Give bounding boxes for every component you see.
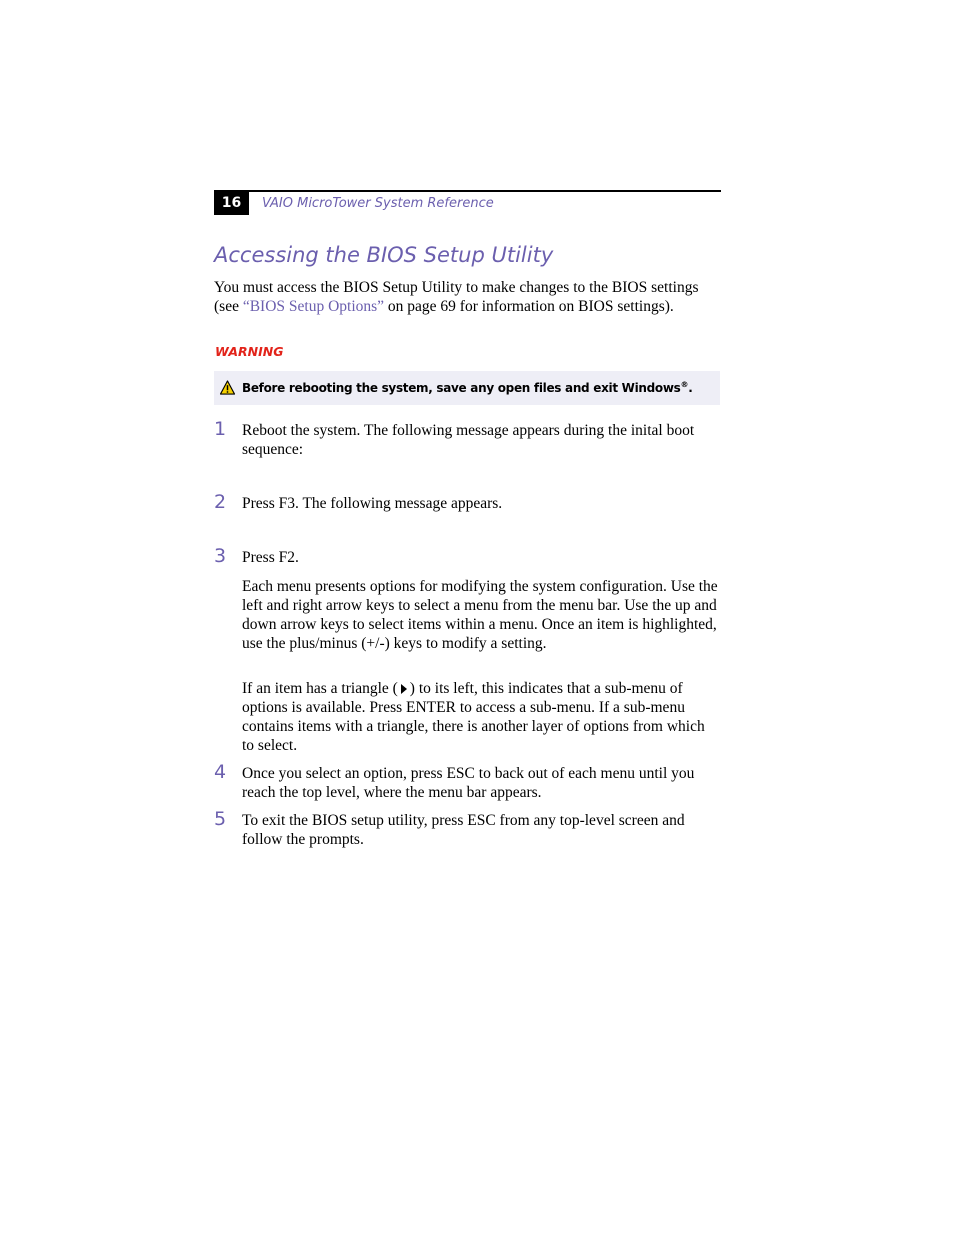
warning-label: WARNING: [215, 344, 284, 359]
step-number-4: 4: [214, 761, 227, 783]
page-number: 16: [214, 192, 249, 215]
section-title: Accessing the BIOS Setup Utility: [214, 243, 554, 267]
intro-text-after: on page 69 for information on BIOS settings).: [384, 298, 674, 315]
bios-setup-options-link[interactable]: “BIOS Setup Options”: [242, 298, 385, 315]
step-3-text: Press F2.: [242, 549, 299, 566]
warning-message: Before rebooting the system, save any open files and exit Windows: [242, 381, 681, 395]
step-number-2: 2: [214, 491, 227, 513]
step-3-detail-paragraph-2: [242, 679, 720, 755]
intro-paragraph: [214, 278, 720, 316]
para2-text-after: ) to its left, this indicates that a sub-menu of options is available. Press ENTER to access a sub-menu. If a sub-menu contains items with a triangle, there is another layer of options from which to select.: [242, 680, 705, 754]
step-4-text: Once you select an option, press ESC to back out of each menu until you reach the top level, where the menu bar appears.: [242, 765, 695, 801]
page-header: [214, 190, 721, 216]
running-title: VAIO MicroTower System Reference: [262, 196, 494, 211]
step-1-text: Reboot the system. The following message appears during the inital boot sequence:: [242, 422, 695, 458]
warning-end: .: [688, 381, 693, 395]
step-number-1: 1: [214, 418, 227, 440]
step-5-text: To exit the BIOS setup utility, press ESC from any top-level screen and follow the prompts.: [242, 812, 685, 848]
step-2-text: Press F3. The following message appears.: [242, 495, 503, 512]
warning-box: [214, 371, 720, 405]
warning-triangle-icon: [220, 380, 235, 395]
para2-text-before: If an item has a triangle (: [242, 680, 398, 697]
step-3-detail-paragraph-1: Each menu presents options for modifying the system configuration. Use the left and right arrow keys to select a menu from the menu bar. Use the up and down arrow keys to select items within a menu. Once an item is highlighted, use the plus/minus (+/-) keys to modify a setting.: [242, 578, 718, 652]
registered-mark: ®: [680, 380, 689, 389]
step-number-5: 5: [214, 808, 227, 830]
warning-text: [242, 380, 692, 395]
triangle-right-icon: [401, 684, 407, 694]
step-number-3: 3: [214, 545, 227, 567]
intro-text-before: You must access the BIOS Setup Utility to make changes to the BIOS settings (see: [214, 279, 699, 315]
